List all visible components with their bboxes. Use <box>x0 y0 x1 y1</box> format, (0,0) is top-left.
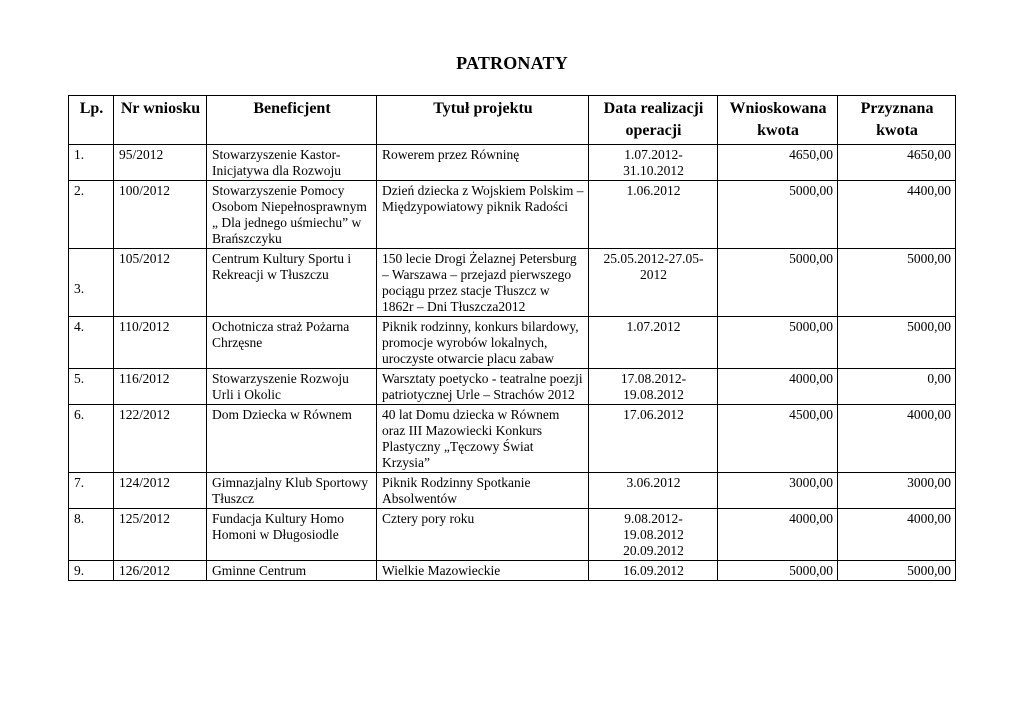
cell-wnioskowana-kwota: 5000,00 <box>718 249 838 317</box>
cell-przyznana-kwota: 4000,00 <box>838 405 956 473</box>
cell-data-realizacji: 9.08.2012- 19.08.2012 20.09.2012 <box>589 509 718 561</box>
cell-tytul-projektu: Dzień dziecka z Wojskiem Polskim – Międzypowiatowy piknik Radości <box>377 181 589 249</box>
cell-przyznana-kwota: 3000,00 <box>838 473 956 509</box>
cell-data-realizacji: 17.08.2012- 19.08.2012 <box>589 369 718 405</box>
cell-przyznana-kwota: 5000,00 <box>838 561 956 581</box>
cell-beneficjent: Dom Dziecka w Równem <box>207 405 377 473</box>
column-header-beneficjent: Beneficjent <box>207 96 377 145</box>
cell-nr-wniosku: 105/2012 <box>114 249 207 317</box>
column-header-tytul-projektu: Tytuł projektu <box>377 96 589 145</box>
cell-lp: 2. <box>69 181 114 249</box>
cell-beneficjent: Stowarzyszenie Kastor- Inicjatywa dla Rozwoju <box>207 145 377 181</box>
cell-lp: 4. <box>69 317 114 369</box>
cell-data-realizacji: 1.07.2012 <box>589 317 718 369</box>
cell-data-realizacji: 3.06.2012 <box>589 473 718 509</box>
cell-przyznana-kwota: 0,00 <box>838 369 956 405</box>
cell-nr-wniosku: 100/2012 <box>114 181 207 249</box>
table-body <box>69 145 956 581</box>
cell-lp: 5. <box>69 369 114 405</box>
table-row <box>69 369 956 405</box>
table-row <box>69 509 956 561</box>
cell-wnioskowana-kwota: 5000,00 <box>718 181 838 249</box>
cell-nr-wniosku: 124/2012 <box>114 473 207 509</box>
cell-tytul-projektu: Piknik rodzinny, konkurs bilardowy, promocje wyrobów lokalnych, uroczyste otwarcie placu zabaw <box>377 317 589 369</box>
table-header-row <box>69 96 956 145</box>
cell-beneficjent: Gminne Centrum <box>207 561 377 581</box>
cell-przyznana-kwota: 5000,00 <box>838 249 956 317</box>
column-header-wnioskowana-kwota: Wnioskowana kwota <box>718 96 838 145</box>
cell-beneficjent: Stowarzyszenie Rozwoju Urli i Okolic <box>207 369 377 405</box>
cell-tytul-projektu: 40 lat Domu dziecka w Równem oraz III Mazowiecki Konkurs Plastyczny „Tęczowy Świat Krzysia” <box>377 405 589 473</box>
table-row <box>69 181 956 249</box>
cell-tytul-projektu: Rowerem przez Równinę <box>377 145 589 181</box>
cell-data-realizacji: 16.09.2012 <box>589 561 718 581</box>
cell-nr-wniosku: 126/2012 <box>114 561 207 581</box>
cell-data-realizacji: 1.06.2012 <box>589 181 718 249</box>
table-row <box>69 561 956 581</box>
cell-nr-wniosku: 122/2012 <box>114 405 207 473</box>
cell-wnioskowana-kwota: 4000,00 <box>718 509 838 561</box>
table-row <box>69 145 956 181</box>
cell-nr-wniosku: 125/2012 <box>114 509 207 561</box>
table-row <box>69 249 956 317</box>
cell-lp: 6. <box>69 405 114 473</box>
cell-tytul-projektu: 150 lecie Drogi Żelaznej Petersburg – Warszawa – przejazd pierwszego pociągu przez stacje Tłuszcz w 1862r – Dni Tłuszcza2012 <box>377 249 589 317</box>
page-title: PATRONATY <box>456 53 568 73</box>
patronage-table <box>68 95 956 581</box>
cell-lp: 8. <box>69 509 114 561</box>
cell-beneficjent: Fundacja Kultury Homo Homoni w Długosiodle <box>207 509 377 561</box>
cell-tytul-projektu: Piknik Rodzinny Spotkanie Absolwentów <box>377 473 589 509</box>
table-row <box>69 473 956 509</box>
cell-beneficjent: Gimnazjalny Klub Sportowy Tłuszcz <box>207 473 377 509</box>
cell-wnioskowana-kwota: 5000,00 <box>718 317 838 369</box>
cell-wnioskowana-kwota: 4000,00 <box>718 369 838 405</box>
cell-wnioskowana-kwota: 5000,00 <box>718 561 838 581</box>
cell-data-realizacji: 17.06.2012 <box>589 405 718 473</box>
cell-przyznana-kwota: 4650,00 <box>838 145 956 181</box>
table-row <box>69 317 956 369</box>
column-header-data-realizacji: Data realizacji operacji <box>589 96 718 145</box>
cell-nr-wniosku: 110/2012 <box>114 317 207 369</box>
cell-beneficjent: Centrum Kultury Sportu i Rekreacji w Tłuszczu <box>207 249 377 317</box>
cell-beneficjent: Stowarzyszenie Pomocy Osobom Niepełnosprawnym „ Dla jednego uśmiechu” w Brańszczyku <box>207 181 377 249</box>
table-row <box>69 405 956 473</box>
cell-lp: 7. <box>69 473 114 509</box>
cell-data-realizacji: 25.05.2012-27.05-2012 <box>589 249 718 317</box>
column-header-nr-wniosku: Nr wniosku <box>114 96 207 145</box>
cell-tytul-projektu: Cztery pory roku <box>377 509 589 561</box>
cell-data-realizacji: 1.07.2012- 31.10.2012 <box>589 145 718 181</box>
cell-przyznana-kwota: 4000,00 <box>838 509 956 561</box>
cell-lp: 1. <box>69 145 114 181</box>
cell-przyznana-kwota: 4400,00 <box>838 181 956 249</box>
cell-nr-wniosku: 95/2012 <box>114 145 207 181</box>
cell-wnioskowana-kwota: 3000,00 <box>718 473 838 509</box>
cell-tytul-projektu: Wielkie Mazowieckie <box>377 561 589 581</box>
cell-przyznana-kwota: 5000,00 <box>838 317 956 369</box>
cell-lp: 9. <box>69 561 114 581</box>
cell-tytul-projektu: Warsztaty poetycko - teatralne poezji patriotycznej Urle – Strachów 2012 <box>377 369 589 405</box>
cell-wnioskowana-kwota: 4500,00 <box>718 405 838 473</box>
cell-wnioskowana-kwota: 4650,00 <box>718 145 838 181</box>
cell-nr-wniosku: 116/2012 <box>114 369 207 405</box>
cell-beneficjent: Ochotnicza straż Pożarna Chrzęsne <box>207 317 377 369</box>
column-header-lp: Lp. <box>69 96 114 145</box>
cell-lp: 3. <box>69 249 114 317</box>
column-header-przyznana-kwota: Przyznana kwota <box>838 96 956 145</box>
